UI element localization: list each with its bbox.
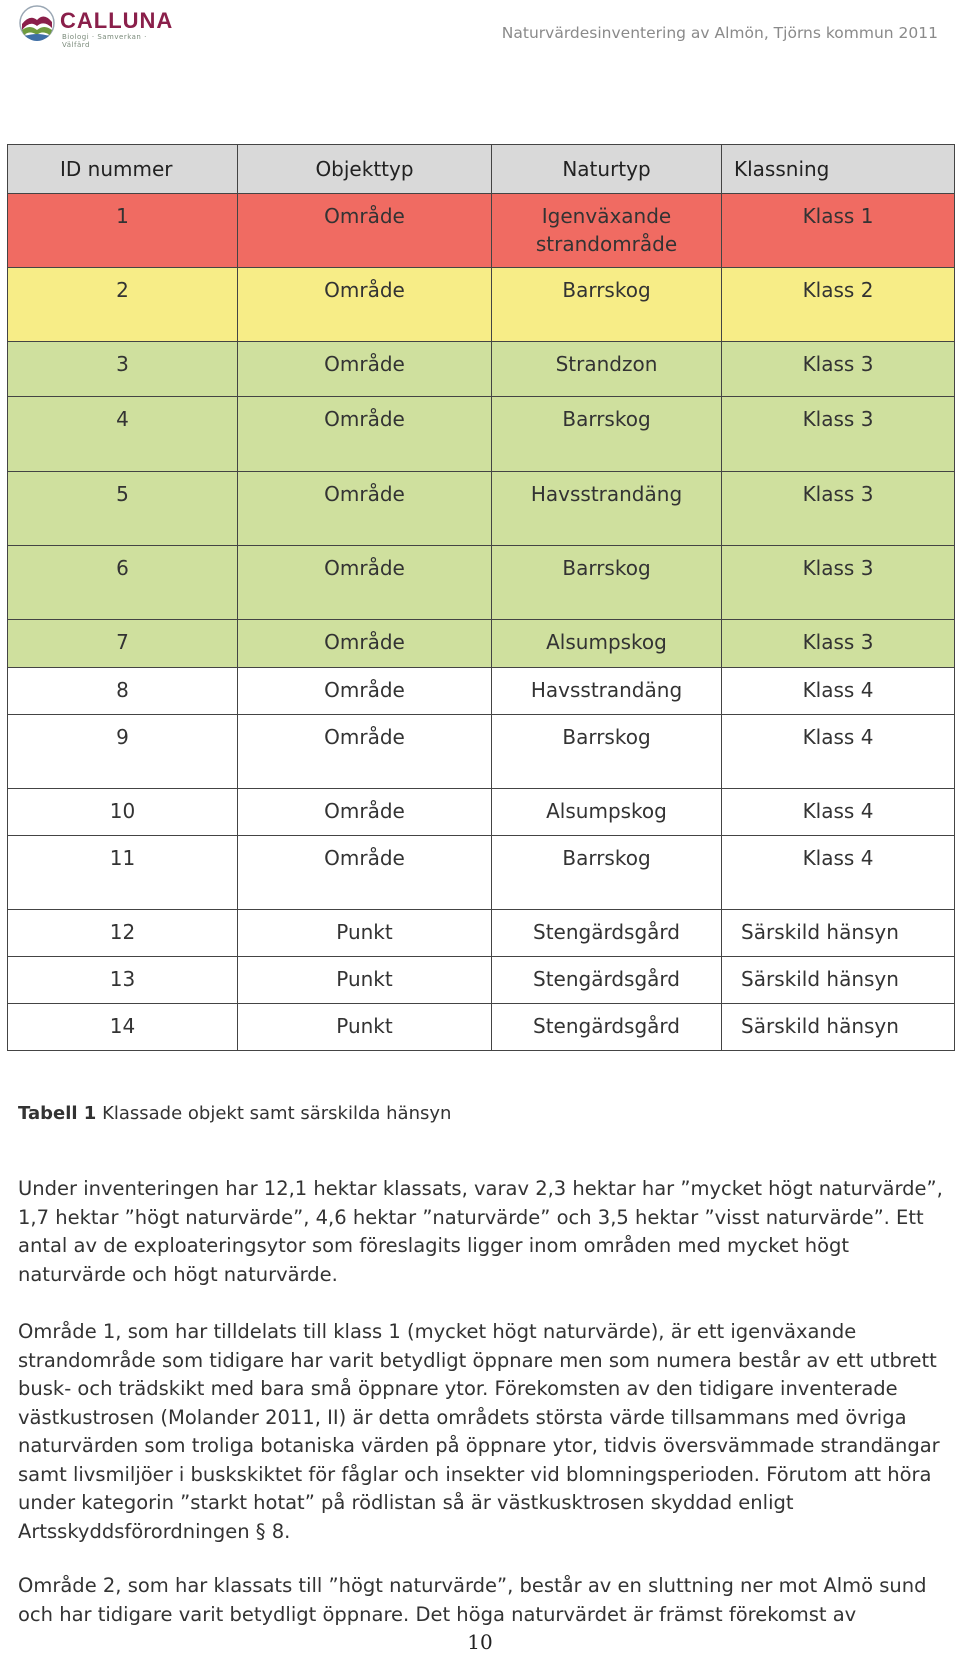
cell-klassning: Klass 3 <box>722 620 955 668</box>
cell-naturtyp: Stengärdsgård <box>492 910 722 957</box>
cell-objekttyp: Punkt <box>238 1004 492 1051</box>
cell-objekttyp: Område <box>238 268 492 342</box>
cell-objekttyp: Område <box>238 472 492 546</box>
cell-objekttyp: Område <box>238 397 492 472</box>
cell-klassning: Klass 4 <box>722 836 955 910</box>
table-row <box>8 397 955 472</box>
cell-klassning: Klass 3 <box>722 342 955 397</box>
naturtyp-text: Igenväxande strandområde <box>535 204 678 256</box>
table-row <box>8 194 955 268</box>
cell-naturtyp: Barrskog <box>492 268 722 342</box>
column-header-objekttyp: Objekttyp <box>238 145 492 194</box>
table-row <box>8 789 955 836</box>
cell-id: 1 <box>8 194 238 268</box>
cell-objekttyp: Område <box>238 620 492 668</box>
cell-klassning: Klass 3 <box>722 397 955 472</box>
table-row <box>8 342 955 397</box>
cell-objekttyp: Punkt <box>238 910 492 957</box>
cell-id: 11 <box>8 836 238 910</box>
table-row <box>8 957 955 1004</box>
cell-klassning: Klass 3 <box>722 472 955 546</box>
cell-objekttyp: Område <box>238 342 492 397</box>
table-row <box>8 668 955 715</box>
cell-id: 6 <box>8 546 238 620</box>
caption-label: Tabell 1 <box>18 1103 97 1124</box>
cell-klassning: Särskild hänsyn <box>722 1004 955 1051</box>
cell-naturtyp: Stengärdsgård <box>492 1004 722 1051</box>
cell-klassning: Klass 4 <box>722 715 955 789</box>
cell-naturtyp: Strandzon <box>492 342 722 397</box>
cell-id: 3 <box>8 342 238 397</box>
cell-objekttyp: Område <box>238 546 492 620</box>
table-row <box>8 910 955 957</box>
document-title: Naturvärdesinventering av Almön, Tjörns kommun 2011 <box>501 24 938 42</box>
cell-id: 5 <box>8 472 238 546</box>
calluna-logo-icon <box>18 4 56 44</box>
cell-id: 12 <box>8 910 238 957</box>
logo-wordmark: CALLUNA <box>60 8 174 33</box>
table-caption <box>18 1103 451 1124</box>
cell-naturtyp <box>492 194 722 268</box>
cell-objekttyp: Område <box>238 194 492 268</box>
page-number: 10 <box>467 1630 493 1654</box>
cell-klassning: Klass 4 <box>722 668 955 715</box>
cell-klassning: Klass 1 <box>722 194 955 268</box>
table-row <box>8 268 955 342</box>
caption-text: Klassade objekt samt särskilda hänsyn <box>102 1103 452 1124</box>
cell-naturtyp: Barrskog <box>492 836 722 910</box>
table-row <box>8 715 955 789</box>
cell-klassning: Särskild hänsyn <box>722 910 955 957</box>
cell-naturtyp: Barrskog <box>492 546 722 620</box>
table-header-row <box>8 145 955 194</box>
cell-id: 13 <box>8 957 238 1004</box>
table-row <box>8 1004 955 1051</box>
cell-objekttyp: Område <box>238 715 492 789</box>
body-paragraph: Under inventeringen har 12,1 hektar klassats, varav 2,3 hektar har ”mycket högt naturvärde”, 1,7 hektar ”högt naturvärde”, 4,6 hektar ”naturvärde” och 3,5 hektar ”visst naturvärde”. Ett antal av de exploateringsytor som föreslagits ligger inom områden med mycket högt naturvärde och högt naturvärde. <box>18 1177 943 1286</box>
cell-id: 7 <box>8 620 238 668</box>
cell-id: 8 <box>8 668 238 715</box>
cell-id: 9 <box>8 715 238 789</box>
cell-naturtyp: Alsumpskog <box>492 620 722 668</box>
cell-id: 10 <box>8 789 238 836</box>
cell-klassning: Klass 4 <box>722 789 955 836</box>
calluna-logo <box>16 2 176 48</box>
body-paragraph: Område 1, som har tilldelats till klass 1 (mycket högt naturvärde), är ett igenväxande strandområde som tidigare har varit betydligt öppnare men som numera består av ett utbrett busk- och trädskikt med bara små öppnare ytor. Förekomsten av den tidigare inventerade västkustrosen (Molander 2011, II) är detta områdets största värde tillsammans med övriga naturvärden som troliga botaniska värden på öppnare ytor, tidvis översvämmade strandängar samt livsmiljöer i buskskiktet för fåglar och insekter vid blomningsperioden. Förutom att höra under kategorin ”starkt hotat” på rödlistan så är västkusktrosen skyddad enligt Artsskyddsförordningen § 8. <box>18 1320 940 1543</box>
cell-id: 4 <box>8 397 238 472</box>
cell-naturtyp: Barrskog <box>492 397 722 472</box>
cell-objekttyp: Punkt <box>238 957 492 1004</box>
page-header <box>0 0 960 70</box>
body-paragraph: Område 2, som har klassats till ”högt naturvärde”, består av en sluttning ner mot Almö sund och har tidigare varit betydligt öppnare. Det höga naturvärdet är främst förekomst av <box>18 1574 927 1626</box>
cell-naturtyp: Havsstrandäng <box>492 668 722 715</box>
column-header-klassning: Klassning <box>722 145 955 194</box>
table-row <box>8 836 955 910</box>
cell-naturtyp: Stengärdsgård <box>492 957 722 1004</box>
logo-tagline: Biologi · Samverkan · Välfärd <box>62 33 147 49</box>
cell-klassning: Klass 2 <box>722 268 955 342</box>
cell-objekttyp: Område <box>238 789 492 836</box>
table-row <box>8 472 955 546</box>
cell-id: 14 <box>8 1004 238 1051</box>
cell-naturtyp: Alsumpskog <box>492 789 722 836</box>
cell-klassning: Särskild hänsyn <box>722 957 955 1004</box>
cell-naturtyp: Havsstrandäng <box>492 472 722 546</box>
table-row <box>8 620 955 668</box>
column-header-id: ID nummer <box>8 145 238 194</box>
cell-objekttyp: Område <box>238 836 492 910</box>
table-row <box>8 546 955 620</box>
cell-id: 2 <box>8 268 238 342</box>
classification-table <box>7 144 955 1051</box>
cell-klassning: Klass 3 <box>722 546 955 620</box>
cell-naturtyp: Barrskog <box>492 715 722 789</box>
cell-objekttyp: Område <box>238 668 492 715</box>
column-header-naturtyp: Naturtyp <box>492 145 722 194</box>
